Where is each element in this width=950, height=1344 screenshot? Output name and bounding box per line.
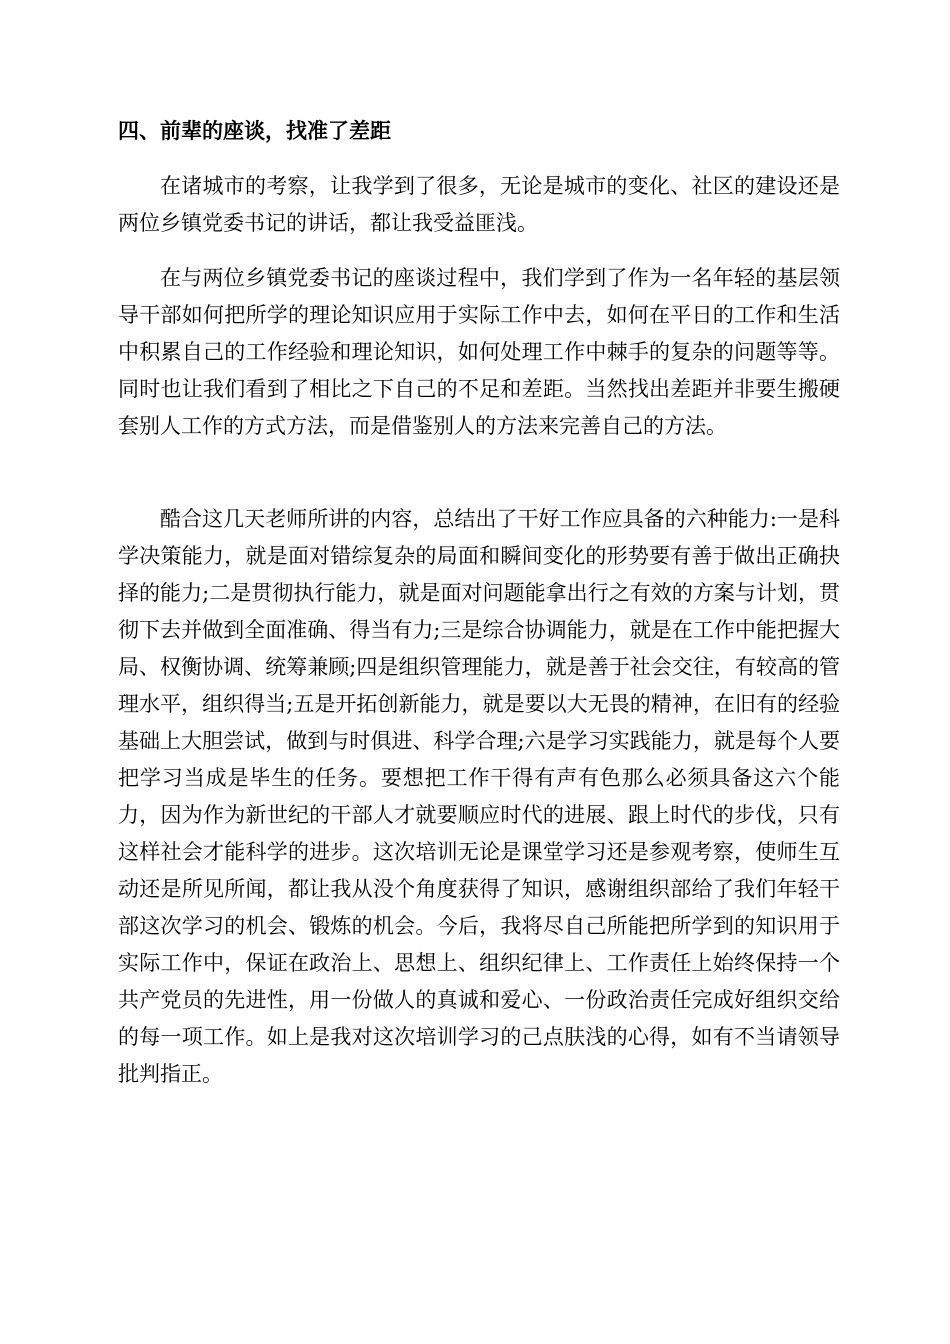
paragraph-2: 在与两位乡镇党委书记的座谈过程中，我们学到了作为一名年轻的基层领导干部如何把所学的理论知识应用于实际工作中去，如何在平日的工作和生活中积累自己的工作经验和理论知识，如何处理工作中棘手的复杂的问题等等。同时也让我们看到了相比之下自己的不足和差距。当然找出差距并非要生搬硬套别人工作的方式方法，而是借鉴别人的方法来完善自己的方法。 xyxy=(118,266,840,438)
section-heading: 四、前辈的座谈，找准了差距 xyxy=(118,119,391,143)
paragraph-3: 酷合这几天老师所讲的内容，总结出了干好工作应具备的六种能力:一是科学决策能力，就是面对错综复杂的局面和瞬间变化的形势要有善于做出正确抉择的能力;二是贯彻执行能力，就是面对问题能拿出行之有效的方案与计划，贯彻下去并做到全面准确、得当有力;三是综合协调能力，就是在工作中能把握大局、权衡协调、统筹兼顾;四是组织管理能力，就是善于社会交往，有较高的管理水平，组织得当;五是开拓创新能力，就是要以大无畏的精神，在旧有的经验基础上大胆尝试，做到与时俱进、科学合理;六是学习实践能力，就是每个人要把学习当成是毕生的任务。要想把工作干得有声有色那么必须具备这六个能力，因为作为新世纪的干部人才就要顺应时代的进展、跟上时代的步伐，只有这样社会才能科学的进步。这次培训无论是课堂学习还是参观考察，使师生互动还是所见所闻，都让我从没个角度获得了知识，感谢组织部给了我们年轻干部这次学习的机会、锻炼的机会。今后，我将尽自己所能把所学到的知识用于实际工作中，保证在政治上、思想上、组织纪律上、工作责任上始终保持一个共产党员的先进性，用一份做人的真诚和爱心、一份政治责任完成好组织交给的每一项工作。如上是我对这次培训学习的己点肤浅的心得，如有不当请领导批判指正。 xyxy=(118,507,840,1086)
paragraph-1: 在诸城市的考察，让我学到了很多，无论是城市的变化、社区的建设还是两位乡镇党委书记的讲话，都让我受益匪浅。 xyxy=(118,174,840,235)
